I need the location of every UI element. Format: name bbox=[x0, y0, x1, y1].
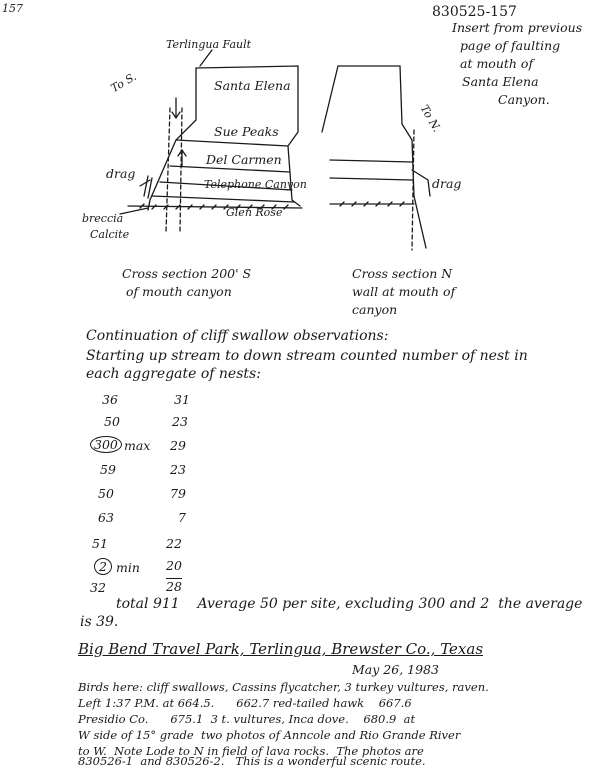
right-block-outline bbox=[322, 66, 426, 248]
direction-north: To N. bbox=[417, 102, 444, 135]
insert-note-line: Canyon. bbox=[498, 92, 550, 107]
insert-note-line: Insert from previous bbox=[452, 20, 583, 35]
arrow bbox=[178, 150, 186, 166]
breccia-pointer bbox=[120, 208, 148, 214]
left-top-edge bbox=[148, 68, 196, 210]
count-cell: 29 bbox=[170, 438, 186, 453]
breccia-label: breccia bbox=[82, 212, 124, 225]
right-layer bbox=[330, 160, 412, 162]
count-cell: 59 bbox=[100, 462, 116, 477]
entry-line: to W. Note Lode to N in field of lava rocks. The photos are bbox=[78, 744, 424, 758]
entry-date: May 26, 1983 bbox=[352, 662, 439, 677]
count-cell: 50 bbox=[98, 486, 114, 501]
count-cell: 7 bbox=[178, 510, 186, 525]
right-caption: wall at mouth of bbox=[352, 284, 456, 299]
right-drag bbox=[412, 170, 430, 196]
count-cell: 32 bbox=[90, 580, 106, 595]
count-cell: 36 bbox=[102, 392, 118, 407]
entry-line: W side of 15° grade two photos of Anncole and Rio Grande River bbox=[78, 728, 461, 742]
insert-note-line: Santa Elena bbox=[462, 74, 539, 89]
count-cell: 31 bbox=[174, 392, 190, 407]
drag-label-right: drag bbox=[432, 176, 462, 191]
right-caption: Cross section N bbox=[352, 266, 453, 281]
fault-line bbox=[166, 108, 170, 232]
photo-id: 830525-157 bbox=[432, 4, 517, 20]
right-caption: canyon bbox=[352, 302, 398, 317]
min-label: min bbox=[116, 560, 140, 575]
insert-note-line: page of faulting bbox=[460, 38, 561, 53]
layer-sue-peaks: Sue Peaks bbox=[214, 124, 279, 139]
observations-intro: Starting up stream to down stream counted number of nest in bbox=[86, 348, 528, 364]
count-cell: 23 bbox=[172, 414, 188, 429]
drag-hatch bbox=[144, 176, 152, 198]
direction-south: To S. bbox=[108, 70, 139, 95]
page-number: 157 bbox=[2, 2, 23, 15]
fault-line bbox=[180, 108, 182, 232]
total-line: is 39. bbox=[80, 614, 119, 630]
arrow bbox=[172, 98, 180, 118]
max-label: max bbox=[124, 438, 151, 453]
layer-del-carmen: Del Carmen bbox=[206, 152, 282, 167]
entry-line: 830526-1 and 830526-2. This is a wonderful scenic route. bbox=[78, 754, 426, 768]
insert-note-line: at mouth of bbox=[460, 56, 534, 71]
layer-glen-rose: Glen Rose bbox=[226, 206, 283, 219]
count-cell: 63 bbox=[98, 510, 114, 525]
drag-label-left: drag bbox=[106, 166, 136, 181]
entry-line: Birds here: cliff swallows, Cassins flycatcher, 3 turkey vultures, raven. bbox=[78, 680, 489, 694]
right-layer bbox=[330, 178, 412, 180]
layer-santa-elena: Santa Elena bbox=[214, 78, 291, 93]
observations-intro: each aggregate of nests: bbox=[86, 366, 261, 382]
count-cell: 51 bbox=[92, 536, 108, 551]
fault-pointer bbox=[200, 50, 212, 66]
count-cell: 23 bbox=[170, 462, 186, 477]
layer-line bbox=[176, 140, 288, 146]
count-cell-circled: 2 bbox=[94, 558, 112, 575]
left-caption: Cross section 200' S bbox=[122, 266, 252, 281]
count-cell: 28 bbox=[166, 579, 182, 594]
count-cell-circled: 300 bbox=[90, 436, 122, 453]
cross-section-sketch bbox=[0, 0, 600, 330]
observations-heading: Continuation of cliff swallow observations: bbox=[86, 328, 389, 344]
total-line: total 911 Average 50 per site, excluding 300 and 2 the average bbox=[116, 596, 583, 612]
count-cell: 20 bbox=[166, 558, 182, 573]
count-cell: 22 bbox=[166, 536, 182, 551]
entry-line: Left 1:37 P.M. at 664.5. 662.7 red-tailed hawk 667.6 bbox=[78, 696, 412, 710]
layer-telephone-canyon: Telephone Canyon bbox=[204, 178, 307, 191]
calcite-label: Calcite bbox=[90, 228, 130, 241]
entry-location: Big Bend Travel Park, Terlingua, Brewster Co., Texas bbox=[78, 640, 484, 658]
fault-label: Terlingua Fault bbox=[166, 38, 252, 51]
drag-line bbox=[140, 180, 150, 186]
count-cell: 50 bbox=[104, 414, 120, 429]
count-cell: 79 bbox=[170, 486, 186, 501]
left-caption: of mouth canyon bbox=[126, 284, 232, 299]
entry-line: Presidio Co. 675.1 3 t. vultures, Inca dove. 680.9 at bbox=[78, 712, 416, 726]
layer-line bbox=[152, 196, 294, 202]
